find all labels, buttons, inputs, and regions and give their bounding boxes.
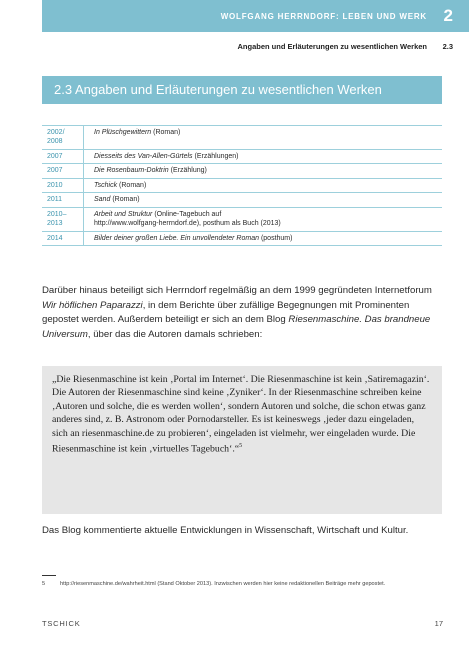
work-title: Tschick <box>94 181 118 189</box>
work-title: Arbeit und Struktur <box>94 210 153 218</box>
para1-forum-title: Wir höflichen Paparazzi <box>42 299 143 311</box>
work-year: 2010 <box>42 178 84 192</box>
work-year: 2002/ 2008 <box>42 126 84 150</box>
table-row <box>42 207 442 231</box>
work-entry <box>84 193 443 207</box>
work-title: Die Rosenbaum-Doktrin <box>94 167 169 175</box>
footer-book-title: TSCHICK <box>42 619 81 628</box>
work-entry <box>84 231 443 245</box>
table-row <box>42 193 442 207</box>
table-row <box>42 231 442 245</box>
work-year: 2014 <box>42 231 84 245</box>
table-row <box>42 126 442 150</box>
para1-text-a: Darüber hinaus beteiligt sich Herrndorf regelmäßig an dem 1999 gegründeten Internetforum <box>42 285 432 296</box>
work-year: 2007 <box>42 164 84 178</box>
table-row <box>42 149 442 163</box>
section-running-title: Angaben und Erläuterungen zu wesentlichen Werken <box>237 42 427 51</box>
work-year: 2007 <box>42 149 84 163</box>
section-running-number: 2.3 <box>442 42 453 51</box>
work-entry <box>84 149 443 163</box>
work-entry <box>84 126 443 150</box>
work-title: In Plüschgewittern <box>94 129 152 136</box>
work-entry <box>84 178 443 192</box>
works-table <box>42 125 442 246</box>
work-entry <box>84 207 443 231</box>
footnote-number: 5 <box>42 581 46 587</box>
quote-text: „Die Riesenmaschine ist kein ‚Portal im Internet‘. Die Riesenmaschine ist kein ‚Satiremagazin‘. Die Autoren der Riesenmaschine sind keine ‚Zyniker‘. In der Riesenmaschine schreiben keine ‚Autoren und solche, die es werden wollen‘, sondern Autoren und solche, die schon etwas ganz anderes sind, z. B. Astronom oder Pornodarsteller. Es ist keineswegs ‚jeder dazu eingeladen, sich an riesenmaschine.de zu probieren‘, eingeladen ist vielmehr, wer eingeladen wurde. Die Riesenmaschine ist kein ‚virtuelles Tagebuch‘.“ <box>52 374 430 455</box>
work-detail: (Roman) <box>119 181 147 189</box>
work-title: Bilder deiner großen Liebe. Ein unvollendeter Roman <box>94 234 259 242</box>
footnote-divider <box>42 575 56 576</box>
para1-text-b: , in dem Berichte über zufällige Begegnungen mit Prominenten gepostet werden. Außerdem beteiligt er sich an dem Blog <box>42 299 410 325</box>
para1-text-c: , über das die Autoren damals schrieben: <box>87 328 263 340</box>
blockquote <box>52 373 432 456</box>
chapter-number: 2 <box>443 6 453 25</box>
table-row <box>42 178 442 192</box>
section-heading: 2.3 Angaben und Erläuterungen zu wesentlichen Werken <box>42 76 442 104</box>
work-detail: (Roman) <box>153 129 181 136</box>
work-detail: (Online-Tagebuch auf http://www.wolfgang-herrndorf.de), posthum als Buch (2013) <box>94 210 281 228</box>
work-year: 2010– 2013 <box>42 207 84 231</box>
work-title: Sand <box>94 196 111 204</box>
paragraph-forum <box>42 284 442 342</box>
work-detail: (Erzählung) <box>170 167 207 175</box>
para1-blog-title: Riesenmaschine. Das brandneue Universum <box>42 314 431 340</box>
work-year: 2011 <box>42 193 84 207</box>
work-detail: (Erzählungen) <box>194 152 239 160</box>
running-title: WOLFGANG HERRNDORF: LEBEN UND WERK <box>220 12 427 21</box>
page-number: 17 <box>434 619 443 628</box>
work-entry <box>84 164 443 178</box>
footnote-text: http://riesenmaschine.de/wahrheit.html (Stand Oktober 2013). Inzwischen werden hier keine redaktionellen Beiträge mehr gepostet. <box>60 581 386 587</box>
work-title: Diesseits des Van-Allen-Gürtels <box>94 152 193 160</box>
work-detail: (posthum) <box>260 234 293 242</box>
table-row <box>42 164 442 178</box>
work-detail: (Roman) <box>112 196 140 204</box>
footnote-reference[interactable]: 5 <box>239 443 243 450</box>
paragraph-blog: Das Blog kommentierte aktuelle Entwicklungen in Wissenschaft, Wirtschaft und Kultur. <box>42 525 409 536</box>
